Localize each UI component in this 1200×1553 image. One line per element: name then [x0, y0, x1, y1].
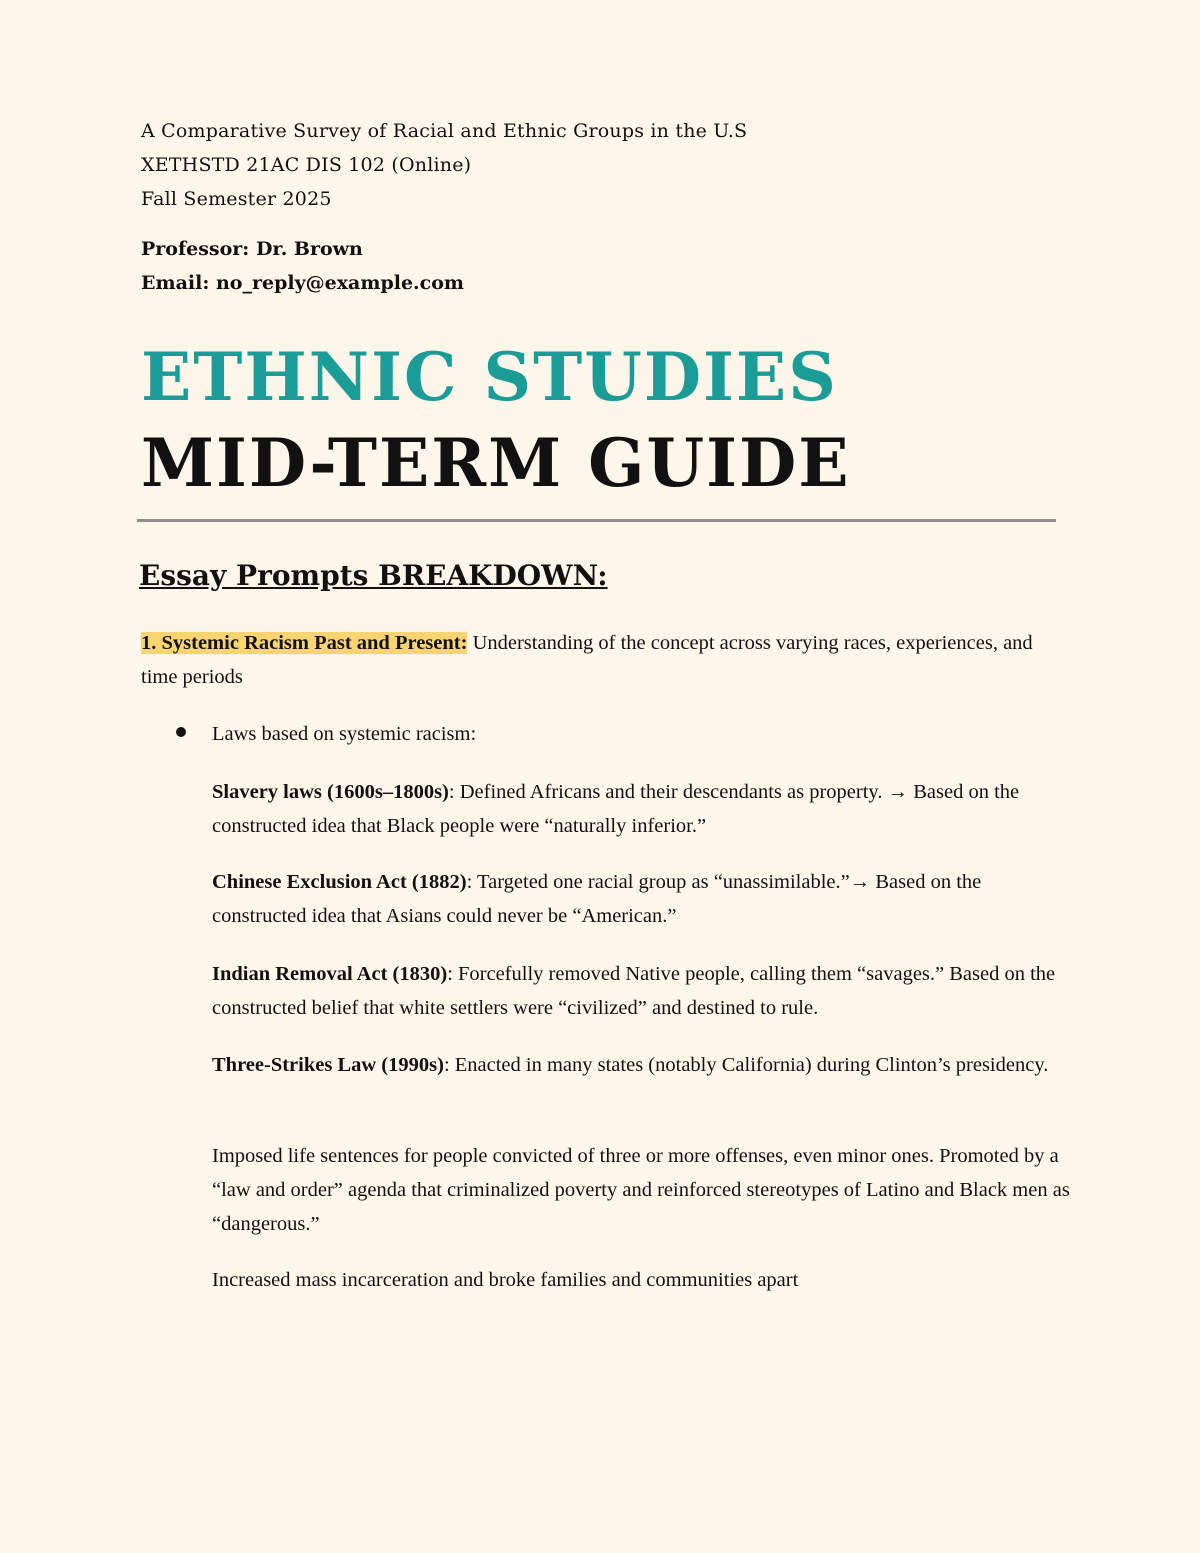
prompt-1-title: 1. Systemic Racism Past and Present:: [141, 632, 468, 654]
law-text: : Forcefully removed Native people, calling them “savages.” Based on the constructed belief that white settlers were “civilized” and destined to rule.: [212, 963, 1056, 1019]
bullet-dot-icon: [176, 727, 186, 737]
email-label: Email:: [141, 272, 210, 294]
law-text: : Defined Africans and their descendants as property. → Based on the constructed idea that Black people were “naturally inferior.”: [212, 781, 1020, 837]
horizontal-divider: [137, 519, 1056, 522]
course-header: [141, 114, 747, 216]
law-slavery: [212, 775, 1072, 843]
prompt-1-text: Understanding of the concept across varying races, experiences, and time periods: [141, 632, 1033, 688]
law-name: Indian Removal Act (1830): [212, 963, 448, 985]
bullet-label: Laws based on systemic racism:: [212, 723, 477, 745]
course-code: XETHSTD 21AC DIS 102 (Online): [141, 154, 472, 176]
semester: Fall Semester 2025: [141, 188, 332, 210]
title-line-2: MID-TERM GUIDE: [141, 424, 851, 502]
email-line: [141, 266, 464, 300]
law-name: Slavery laws (1600s–1800s): [212, 781, 449, 803]
course-title: A Comparative Survey of Racial and Ethnic Groups in the U.S: [141, 120, 748, 142]
prompt-1: [141, 626, 1041, 694]
title-line-1: ETHNIC STUDIES: [141, 338, 838, 416]
professor-line: [141, 232, 464, 266]
professor-info: [141, 232, 464, 300]
section-heading: Essay Prompts BREAKDOWN:: [139, 559, 608, 592]
law-indian-removal: [212, 957, 1072, 1025]
law-text: : Targeted one racial group as “unassimilable.”→ Based on the constructed idea that Asians could never be “American.”: [212, 871, 982, 927]
law-name: Three-Strikes Law (1990s): [212, 1054, 444, 1076]
paragraph-life-sentences: Imposed life sentences for people convicted of three or more offenses, even minor ones. Promoted by a “law and order” agenda that criminalized poverty and reinforced stereotypes of Latino and Black men as “dangerous.”: [212, 1145, 1070, 1235]
professor-label: Professor:: [141, 238, 250, 260]
law-text: : Enacted in many states (notably California) during Clinton’s presidency.: [443, 1054, 1049, 1076]
law-three-strikes: [212, 1048, 1072, 1082]
law-name: Chinese Exclusion Act (1882): [212, 871, 467, 893]
professor-name: Dr. Brown: [255, 238, 363, 260]
law-chinese-exclusion: [212, 865, 1072, 933]
paragraph-mass-incarceration: Increased mass incarceration and broke families and communities apart: [212, 1269, 799, 1291]
email-value: no_reply@example.com: [215, 272, 464, 294]
